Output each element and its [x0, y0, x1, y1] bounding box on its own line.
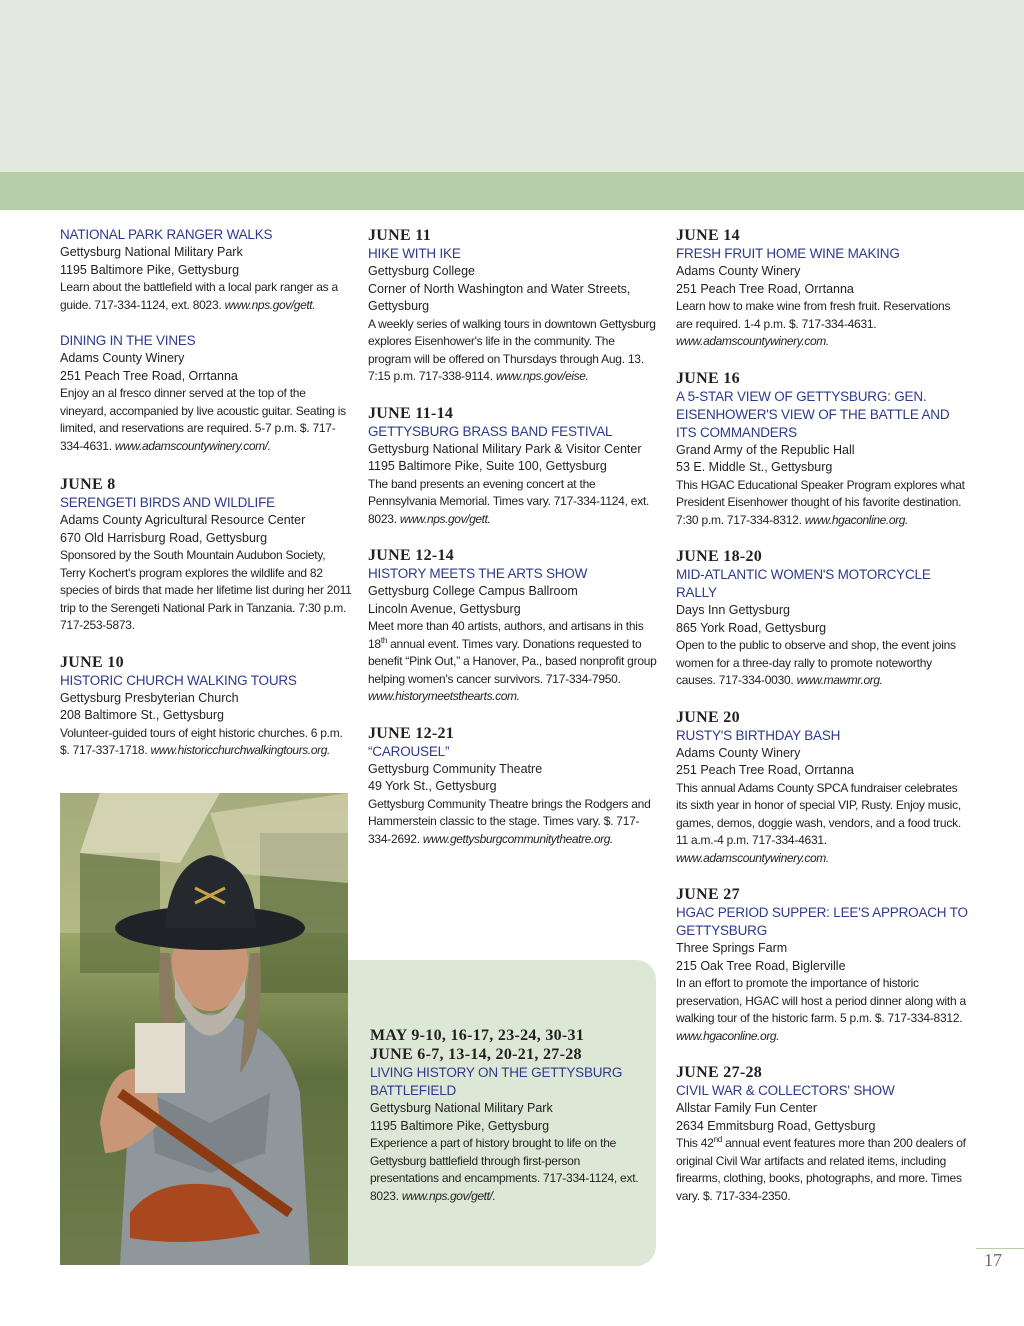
event-title: FRESH FRUIT HOME WINE MAKING	[676, 246, 900, 261]
ordinal-suffix: th	[380, 635, 388, 645]
living-history-callout	[348, 960, 656, 1266]
event-website[interactable]: www.adamscountywinery.com.	[676, 334, 829, 348]
page-number-rule	[976, 1248, 1024, 1249]
event-website[interactable]: www.nps.gov/eise.	[495, 369, 589, 383]
event-description-text: This HGAC Educational Speaker Program explores what President Eisenhower thought of his favorite destination. 7:30 p.m. 717-334-8312.	[676, 477, 965, 527]
event-description	[368, 618, 658, 706]
event-description	[676, 780, 968, 868]
event-title: RUSTY'S BIRTHDAY BASH	[676, 727, 841, 743]
event-item	[368, 226, 658, 386]
events-column-3	[676, 226, 968, 1219]
event-description-text: A weekly series of walking tours in downtown Gettysburg explores Eisenhower's life in the community. The program will be offered on Thursdays through Aug. 13. 7:15 p.m. 717-338-9114.	[368, 316, 656, 383]
callout-content	[370, 1026, 642, 1205]
event-website[interactable]: www.historymeetsthearts.com.	[368, 689, 520, 703]
event-description-text: Meet more than 40 artists, authors, and artisans in this 18	[368, 619, 644, 651]
event-address: 1195 Baltimore Pike, Gettysburg	[370, 1118, 550, 1133]
event-description	[676, 1135, 968, 1205]
event-website[interactable]: www.nps.gov/gett/.	[401, 1188, 496, 1203]
event-venue: Gettysburg Community Theatre	[368, 761, 543, 776]
event-description	[60, 385, 352, 455]
event-date: JUNE 12-21	[368, 724, 455, 742]
event-item	[676, 226, 968, 351]
event-date: JUNE 27	[676, 886, 740, 903]
event-title: SERENGETI BIRDS AND WILDLIFE	[60, 495, 275, 510]
event-website[interactable]: www.hgaconline.org.	[676, 1028, 780, 1043]
event-venue: Adams County Agricultural Resource Center	[60, 513, 306, 527]
event-venue: Gettysburg National Military Park & Visitor Center	[368, 441, 642, 456]
event-website[interactable]: www.adamscountywinery.com/.	[114, 438, 271, 453]
event-date: JUNE 8	[60, 476, 116, 493]
event-date: JUNE 6-7, 13-14, 20-21, 27-28	[370, 1046, 582, 1063]
event-description-text: Experience a part of history brought to life on the Gettysburg battlefield through first-person presentations and encampments. 717-334-1124, ext. 8023.	[370, 1136, 639, 1203]
event-date: JUNE 11-14	[368, 404, 454, 422]
event-address: 53 E. Middle St., Gettysburg	[676, 460, 833, 474]
event-website[interactable]: www.gettysburgcommunitytheatre.org.	[422, 831, 613, 846]
event-venue: Grand Army of the Republic Hall	[676, 442, 855, 457]
event-address: 215 Oak Tree Road, Biglerville	[676, 958, 846, 973]
event-date: JUNE 18-20	[676, 548, 763, 565]
event-address: 49 York St., Gettysburg	[368, 779, 497, 793]
event-title: MID-ATLANTIC WOMEN'S MOTORCYCLE RALLY	[676, 567, 931, 600]
event-item	[60, 653, 352, 760]
header-stripe	[0, 172, 1024, 210]
ordinal-suffix: nd	[713, 1135, 723, 1144]
page-number: 17	[984, 1250, 1002, 1270]
event-item	[368, 724, 658, 849]
event-description	[368, 796, 658, 849]
event-date: JUNE 12-14	[368, 547, 455, 564]
event-venue: Gettysburg National Military Park	[60, 245, 243, 259]
event-title: LIVING HISTORY ON THE GETTYSBURG BATTLEFIELD	[370, 1065, 623, 1098]
event-website[interactable]: www.nps.gov/gett.	[399, 511, 491, 526]
event-item	[60, 332, 352, 455]
event-description-text: Enjoy an al fresco dinner served at the top of the vineyard, accompanied by live acoustic guitar. Seating is limited, and reservations are required. 5-7 p.m. $. 717-334-4631.	[60, 386, 346, 453]
event-address: Corner of North Washington and Water Streets, Gettysburg	[368, 281, 631, 313]
event-description-text: Learn about the battlefield with a local park ranger as a guide. 717-334-1124, ext. 8023.	[60, 280, 338, 312]
event-description-text: The band presents an evening concert at the Pennsylvania Memorial. Times vary. 717-334-1124, ext. 8023.	[368, 476, 650, 526]
event-description	[60, 725, 352, 760]
event-venue: Gettysburg National Military Park	[370, 1101, 553, 1115]
event-title: CIVIL WAR & COLLECTORS' SHOW	[676, 1083, 895, 1098]
event-description-text: Learn how to make wine from fresh fruit. Reservations are required. 1-4 p.m. $. 717-334-4631.	[676, 299, 951, 331]
event-date: MAY 9-10, 16-17, 23-24, 30-31	[370, 1027, 585, 1044]
event-address: 670 Old Harrisburg Road, Gettysburg	[60, 530, 268, 545]
event-venue: Adams County Winery	[676, 745, 801, 760]
reenactor-photo	[60, 793, 348, 1265]
event-date: JUNE 27-28	[676, 1064, 763, 1081]
event-description	[368, 476, 658, 529]
event-description-text: annual event features more than 200 dealers of original Civil War artifacts and related items, including firearms, clothing, books, photographs, and more. Times vary. $. 717-334-2350.	[676, 1136, 966, 1203]
event-description	[676, 975, 968, 1045]
events-column-1	[60, 226, 352, 774]
event-description-text: In an effort to promote the importance of historic preservation, HGAC will host a period dinner along with a walking tour of the historic farm. 5 p.m. $. 717-334-8312.	[676, 976, 966, 1025]
event-address: 208 Baltimore St., Gettysburg	[60, 708, 224, 722]
event-website[interactable]: www.nps.gov/gett.	[224, 297, 316, 312]
event-venue: Days Inn Gettysburg	[676, 603, 790, 617]
event-venue: Gettysburg College Campus Ballroom	[368, 584, 578, 598]
event-venue: Three Springs Farm	[676, 941, 788, 955]
event-description-text: This annual Adams County SPCA fundraiser celebrates its sixth year in honor of special VIP, Rusty. Enjoy music, games, demos, doggie wash, vendors, and a food truck. 11 a.m.-4 p.m. 717-334-4631.	[676, 780, 961, 847]
event-title: A 5-STAR VIEW OF GETTYSBURG: GEN. EISENHOWER'S VIEW OF THE BATTLE AND ITS COMMANDERS	[676, 388, 950, 440]
events-column-2	[368, 226, 658, 862]
event-title: “CAROUSEL”	[368, 743, 450, 759]
event-date: JUNE 10	[60, 653, 124, 671]
event-website[interactable]: www.mawmr.org.	[796, 673, 883, 687]
event-item	[676, 369, 968, 530]
event-description-text: Gettysburg Community Theatre brings the Rodgers and Hammerstein classic to the stage. Times vary. $. 717-334-2692.	[368, 796, 651, 846]
event-description-text: Open to the public to observe and shop, the event joins women for a three-day rally to promote noteworthy causes. 717-334-0030.	[676, 638, 956, 687]
event-description: Sponsored by the South Mountain Audubon Society, Terry Kochert's program explores the wildlife and 82 species of birds that made her lifetime list during her 2011 trip to the Serengeti National Park in Tanzania. 7:30 p.m. 717-253-5873.	[60, 548, 352, 632]
event-venue: Gettysburg College	[368, 264, 476, 278]
event-item	[368, 546, 658, 706]
event-website[interactable]: www.historicchurchwalkingtours.org.	[150, 743, 330, 757]
event-title: GETTYSBURG BRASS BAND FESTIVAL	[368, 423, 613, 439]
event-item	[676, 885, 968, 1045]
event-item	[676, 1063, 968, 1205]
event-item	[60, 226, 352, 314]
event-title: HGAC PERIOD SUPPER: LEE'S APPROACH TO GETTYSBURG	[676, 905, 968, 938]
event-address: 865 York Road, Gettysburg	[676, 620, 827, 635]
event-date: JUNE 11	[368, 227, 431, 244]
event-title: NATIONAL PARK RANGER WALKS	[60, 227, 273, 242]
event-item	[676, 547, 968, 690]
event-venue: Adams County Winery	[60, 351, 185, 365]
event-address: 251 Peach Tree Road, Orrtanna	[676, 281, 854, 296]
event-description	[676, 298, 968, 351]
event-description-text: This 42	[676, 1136, 714, 1150]
event-description-text: Volunteer-guided tours of eight historic churches. 6 p.m. $. 717-337-1718.	[60, 725, 343, 757]
event-item	[60, 475, 352, 635]
event-item	[676, 708, 968, 868]
event-title: HISTORY MEETS THE ARTS SHOW	[368, 566, 588, 581]
event-address: Lincoln Avenue, Gettysburg	[368, 601, 521, 616]
event-description	[368, 316, 658, 386]
event-address: 1195 Baltimore Pike, Gettysburg	[60, 262, 240, 277]
event-date: JUNE 14	[676, 227, 740, 244]
event-title: DINING IN THE VINES	[60, 333, 196, 348]
event-description	[60, 279, 352, 314]
event-date: JUNE 20	[676, 708, 740, 726]
event-date: JUNE 16	[676, 369, 740, 387]
reenactor-illustration	[60, 793, 348, 1265]
event-address: 251 Peach Tree Road, Orrtanna	[60, 368, 238, 383]
event-venue: Gettysburg Presbyterian Church	[60, 690, 239, 705]
event-address: 2634 Emmitsburg Road, Gettysburg	[676, 1118, 876, 1133]
event-title: HISTORIC CHURCH WALKING TOURS	[60, 672, 297, 688]
header-band	[0, 0, 1024, 172]
event-address: 1195 Baltimore Pike, Suite 100, Gettysburg	[368, 459, 607, 473]
event-venue: Allstar Family Fun Center	[676, 1101, 818, 1115]
event-description	[676, 477, 968, 530]
event-website[interactable]: www.hgaconline.org.	[804, 512, 908, 527]
event-description-text: annual event. Times vary. Donations requested to benefit “Pink Out,” a Hanover, Pa., based nonprofit group helping women's cancer survivors. 717-334-7950.	[368, 636, 657, 686]
event-title: HIKE WITH IKE	[368, 246, 461, 261]
event-description	[676, 637, 968, 690]
event-venue: Adams County Winery	[676, 264, 801, 278]
event-website[interactable]: www.adamscountywinery.com.	[676, 850, 829, 865]
event-address: 251 Peach Tree Road, Orrtanna	[676, 763, 854, 777]
event-item	[368, 404, 658, 529]
event-description	[370, 1135, 642, 1205]
